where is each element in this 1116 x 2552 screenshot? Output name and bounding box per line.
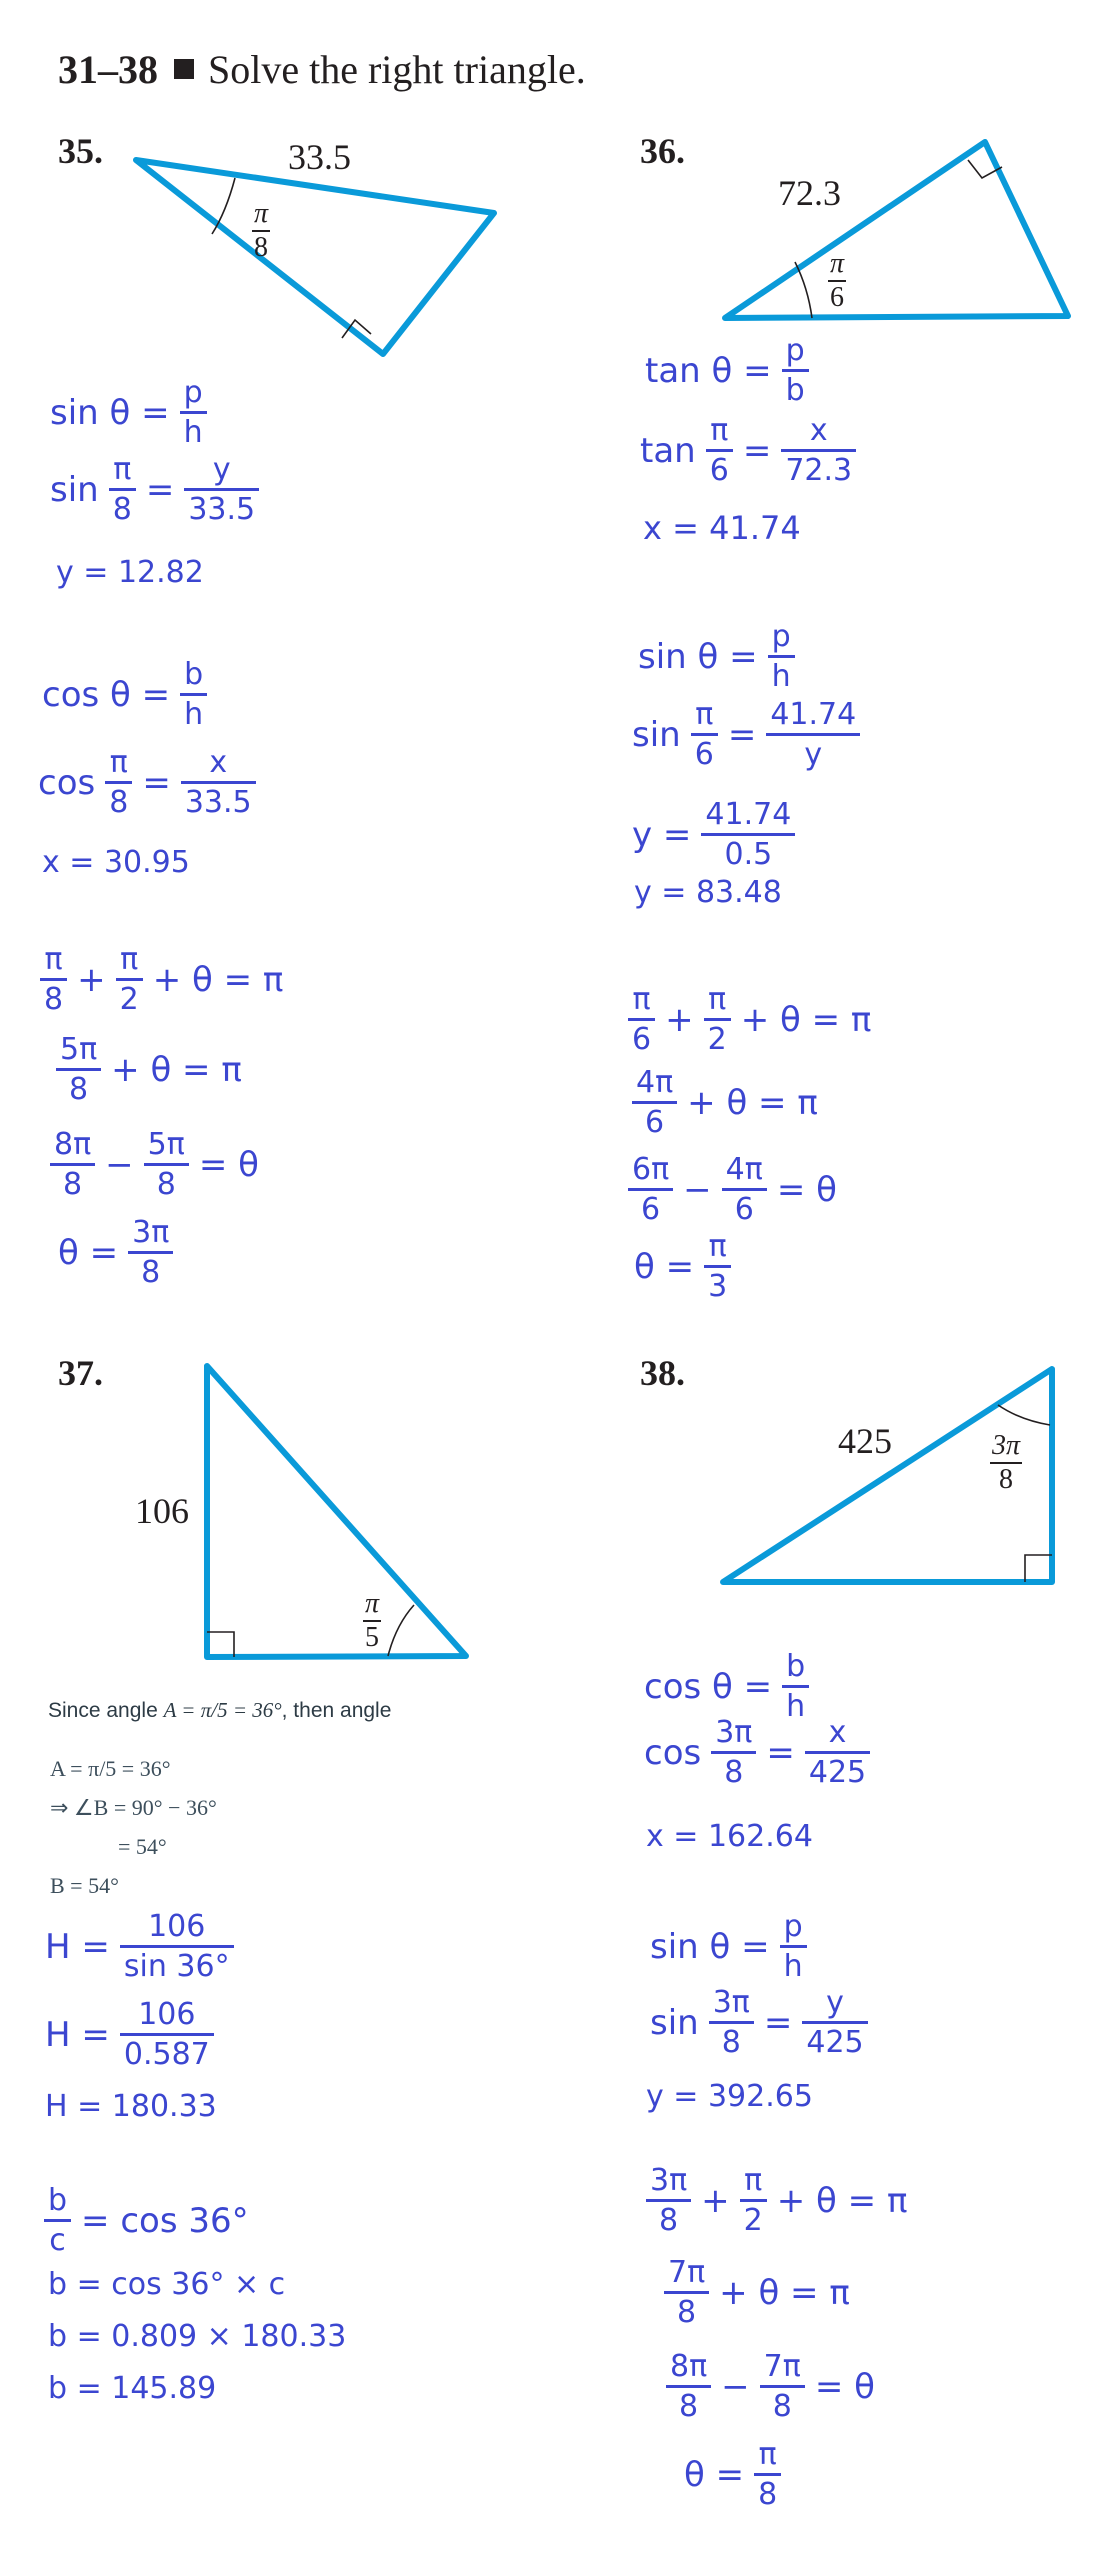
p36-result-theta: θ = π 3 [634, 1232, 731, 1302]
triangle-35 [136, 160, 494, 354]
p38-result-y: y = 392.65 [646, 2079, 813, 2114]
p36-step-angle-sum: π 6 + π 2 + θ = π [628, 985, 871, 1055]
p37-step-b-sub: b = 0.809 × 180.33 [48, 2319, 347, 2354]
p37-result-b: b = 145.89 [48, 2371, 217, 2406]
p35-result-theta: θ = 3π 8 [58, 1218, 173, 1288]
exercise-range: 31–38 [58, 47, 158, 92]
p37-math-line-4: B = 54° [50, 1873, 119, 1898]
p35-step-cos-sub: cos π 8 = x 33.5 [38, 748, 256, 818]
p38-result-theta: θ = π 8 [684, 2440, 781, 2510]
problem-number-35: 35. [58, 131, 103, 171]
triangle-37 [207, 1366, 466, 1657]
p37-step-h-def: H = 106 sin 36° [45, 1912, 234, 1982]
p38-step-subtract: 8π 8 − 7π 8 = θ [666, 2352, 875, 2422]
p35-step-cos-def: cos θ = b h [42, 660, 207, 730]
right-angle-marker-37 [207, 1632, 234, 1657]
p38-result-x: x = 162.64 [646, 1819, 813, 1854]
p36-step-sin-def: sin θ = p h [638, 622, 795, 692]
p35-step-subtract: 8π 8 − 5π 8 = θ [50, 1130, 259, 1200]
p37-step-b-expr: b = cos 36° × c [48, 2267, 286, 2302]
angle-label-38: 3π 8 [992, 1430, 1021, 1495]
triangle-36 [725, 142, 1068, 318]
p37-step-cos-ratio: b c = cos 36° [44, 2186, 249, 2256]
problem-number-36: 36. [640, 131, 685, 171]
side-label-37: 106 [135, 1491, 189, 1531]
angle-arc-37 [388, 1605, 414, 1656]
p36-step-subtract: 6π 6 − 4π 6 = θ [628, 1155, 837, 1225]
hypotenuse-label-35: 33.5 [288, 137, 351, 177]
p36-step-sin-sub: sin π 6 = 41.74 y [632, 700, 860, 770]
angle-label-36: π 6 [830, 248, 845, 313]
p35-result-y: y = 12.82 [56, 555, 204, 590]
p36-step-tan-def: tan θ = p b [645, 336, 809, 406]
hypotenuse-label-38: 425 [838, 1421, 892, 1461]
p36-step-divide: y = 41.74 0.5 [632, 800, 795, 870]
angle-label-35: π 8 [254, 198, 269, 263]
p37-step-h-sub: H = 106 0.587 [45, 2000, 214, 2070]
p35-result-x: x = 30.95 [42, 845, 190, 880]
p38-step-angle-sum: 3π 8 + π 2 + θ = π [646, 2166, 907, 2236]
p37-math-line-2: ⇒ ∠B = 90° − 36° [50, 1795, 217, 1820]
p36-step-tan-sub: tan π 6 = x 72.3 [640, 416, 856, 486]
p37-math-line-1: A = π/5 = 36° [50, 1756, 171, 1781]
p38-step-combine: 7π 8 + θ = π [664, 2258, 850, 2328]
p37-math-line-3: = 54° [118, 1834, 167, 1859]
p37-result-h: H = 180.33 [45, 2089, 217, 2124]
side-label-36: 72.3 [778, 173, 841, 213]
p36-result-y: y = 83.48 [634, 875, 782, 910]
p38-step-cos-sub: cos 3π 8 = x 425 [644, 1718, 870, 1788]
angle-arc-38 [998, 1405, 1050, 1425]
problem-number-37: 37. [58, 1353, 103, 1393]
p35-step-sin-sub: sin π 8 = y 33.5 [50, 455, 259, 525]
p36-step-combine: 4π 6 + θ = π [632, 1068, 818, 1138]
p35-step-sin-def: sin θ = p h [50, 378, 207, 448]
right-angle-marker-38 [1025, 1555, 1052, 1582]
problem-number-38: 38. [640, 1353, 685, 1393]
p35-step-combine: 5π 8 + θ = π [56, 1035, 242, 1105]
p38-step-sin-sub: sin 3π 8 = y 425 [650, 1988, 868, 2058]
p37-typed-intro: Since angle A = π/5 = 36°, then angle [48, 1698, 392, 1722]
angle-label-37: π 5 [365, 1588, 380, 1653]
p35-step-angle-sum: π 8 + π 2 + θ = π [40, 945, 283, 1015]
p38-step-cos-def: cos θ = b h [644, 1652, 809, 1722]
p38-step-sin-def: sin θ = p h [650, 1912, 807, 1982]
instruction-text: Solve the right triangle. [208, 47, 586, 92]
p36-result-x: x = 41.74 [643, 509, 801, 547]
